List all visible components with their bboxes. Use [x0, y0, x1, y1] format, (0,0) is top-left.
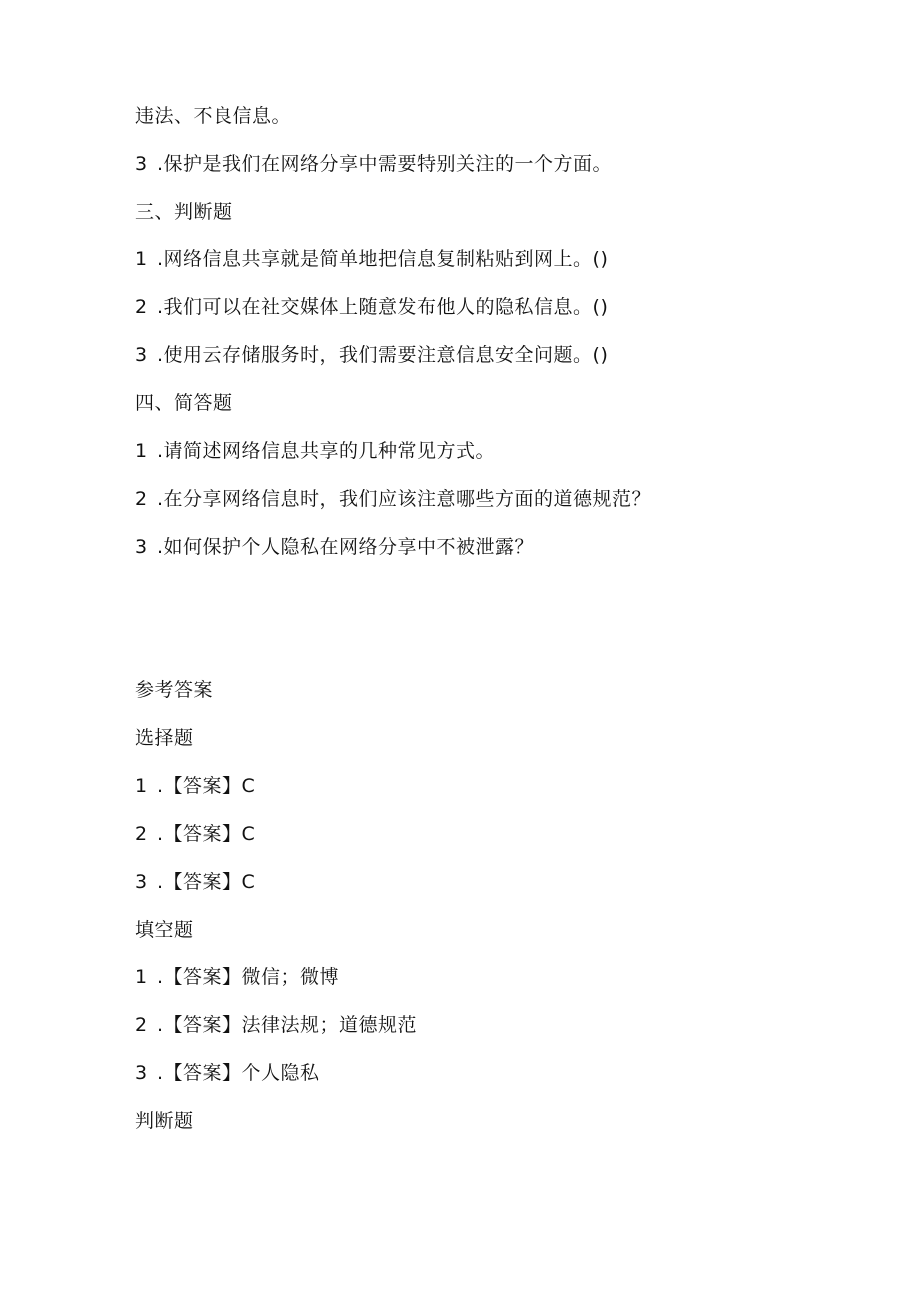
- answer-line: [135, 869, 255, 895]
- answer-line: [135, 964, 339, 990]
- question-line: [135, 246, 608, 272]
- question-line: [135, 534, 534, 560]
- item-number: 1: [135, 966, 148, 988]
- line-text: .【答案】个人隐私: [157, 1062, 320, 1084]
- item-number: 2: [135, 296, 148, 318]
- line-text: .我们可以在社交媒体上随意发布他人的隐私信息。(): [157, 296, 609, 318]
- item-number: 3: [135, 1062, 148, 1084]
- item-number: 3: [135, 871, 148, 893]
- question-line: [135, 151, 612, 177]
- line-text: .【答案】法律法规；道德规范: [157, 1014, 418, 1036]
- answers-heading: [135, 677, 213, 703]
- item-number: 3: [135, 344, 148, 366]
- item-number: 1: [135, 248, 148, 270]
- item-number: 3: [135, 153, 148, 175]
- section-heading: [135, 199, 233, 225]
- answer-line: [135, 773, 255, 799]
- item-number: 3: [135, 536, 148, 558]
- answer-line: [135, 1012, 417, 1038]
- line-text: .网络信息共享就是简单地把信息复制粘贴到网上。(): [157, 248, 609, 270]
- line-text: .在分享网络信息时，我们应该注意哪些方面的道德规范？: [157, 488, 652, 510]
- text-line: [135, 103, 291, 129]
- answer-line: [135, 1060, 320, 1086]
- line-text: .如何保护个人隐私在网络分享中不被泄露？: [157, 536, 535, 558]
- line-text: .保护是我们在网络分享中需要特别关注的一个方面。: [157, 153, 613, 175]
- line-text: .请简述网络信息共享的几种常见方式。: [157, 440, 496, 462]
- line-text: 判断题: [135, 1110, 194, 1132]
- line-text: .【答案】微信；微博: [157, 966, 340, 988]
- question-line: [135, 438, 495, 464]
- section-heading: [135, 1108, 194, 1134]
- line-text: .【答案】C: [157, 823, 256, 845]
- line-text: 选择题: [135, 727, 194, 749]
- question-line: [135, 294, 608, 320]
- line-text: 三、判断题: [135, 201, 233, 223]
- line-text: 违法、不良信息。: [135, 105, 292, 127]
- answer-line: [135, 821, 255, 847]
- question-line: [135, 342, 608, 368]
- section-heading: [135, 390, 233, 416]
- item-number: 2: [135, 1014, 148, 1036]
- section-heading: [135, 725, 194, 751]
- section-heading: [135, 917, 194, 943]
- item-number: 1: [135, 775, 148, 797]
- item-number: 2: [135, 823, 148, 845]
- item-number: 2: [135, 488, 148, 510]
- question-line: [135, 486, 651, 512]
- line-text: 填空题: [135, 919, 194, 941]
- line-text: .使用云存储服务时，我们需要注意信息安全问题。(): [157, 344, 609, 366]
- line-text: 四、简答题: [135, 392, 233, 414]
- item-number: 1: [135, 440, 148, 462]
- line-text: 参考答案: [135, 679, 214, 701]
- line-text: .【答案】C: [157, 871, 256, 893]
- line-text: .【答案】C: [157, 775, 256, 797]
